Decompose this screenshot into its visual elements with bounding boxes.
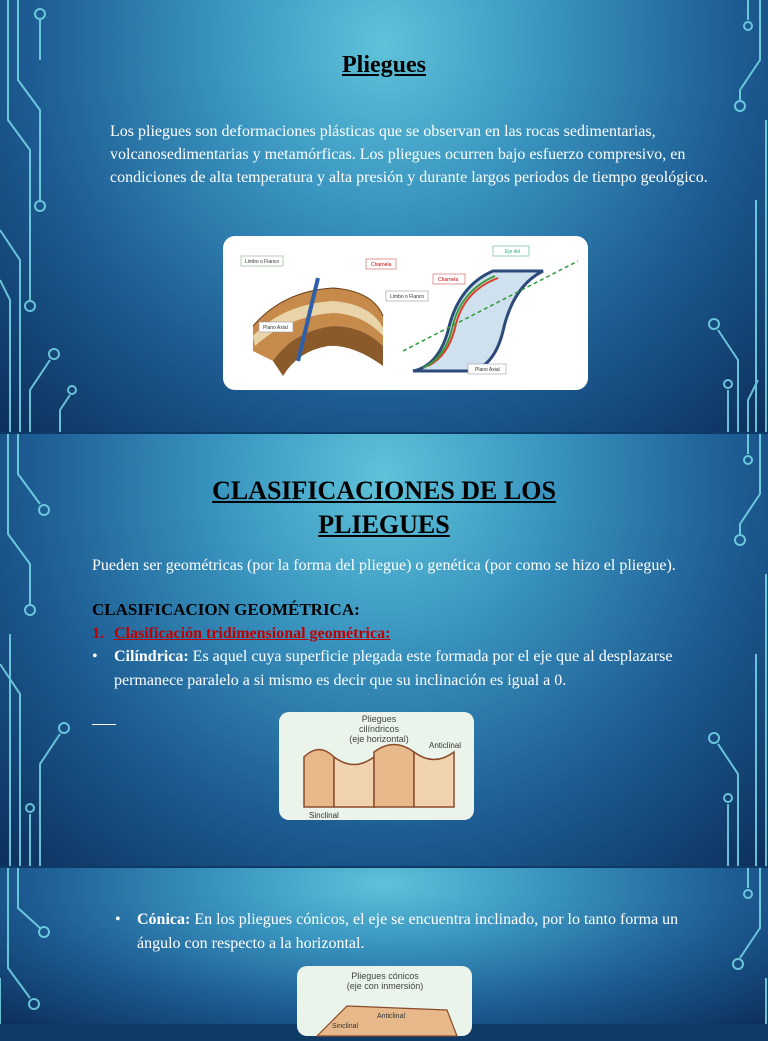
description-paragraph: Los pliegues son deformaciones plásticas que se observan en las rocas sedimentarias, volcanosedimentarias y metamórficas. Los pliegues ocurren bajo esfuerzo compresivo, en condiciones de alta temperatura y alta presión y durante largos periodos de tiempo geológico. (110, 123, 708, 186)
fig-title-3: (eje horizontal) (349, 734, 409, 744)
bullet-text: En los pliegues cónicos, el eje se encuentra inclinado, por lo tanto forma un ángulo con respecto a la horizontal. (137, 911, 679, 952)
cylindrical-fold-diagram (279, 712, 474, 820)
label-charnela-1: Charnela (371, 262, 392, 268)
dash-line (92, 724, 116, 725)
label-eje: Eje del (505, 249, 521, 255)
fold-diagram-figure (223, 236, 588, 390)
fig-anticlinal: Anticlinal (377, 1013, 406, 1020)
conical-fold-diagram (297, 966, 472, 1036)
bullet-text: Es aquel cuya superficie plegada este formada por el eje que al desplazarse permanece paralelo a si mismo es decir que su inclinación es igual a 0. (114, 648, 673, 689)
fig-sinclinal: Sinclinal (332, 1023, 359, 1030)
conical-fold-figure (297, 966, 472, 1036)
numbered-index: 1. (92, 625, 104, 642)
title-line-1: CLASIFICACIONES DE LOS (212, 476, 556, 505)
bullet-cilindrica (92, 645, 692, 693)
fig-sinclinal: Sinclinal (309, 811, 339, 820)
fig-title-1: Pliegues cónicos (351, 971, 419, 981)
numbered-text: Clasificación tridimensional geométrica: (114, 625, 391, 642)
cylindrical-fold-figure (279, 712, 474, 820)
bullet-dot: • (92, 648, 98, 665)
label-charnela-2: Charnela (438, 277, 459, 283)
fig-title-2: cilíndricos (358, 724, 400, 734)
bullet-term: Cónica: (137, 911, 191, 928)
fig-title-2: (eje con inmersión) (346, 981, 424, 991)
label-plano-axial-1: Plano Axial (263, 325, 288, 331)
bullet-term: Cilíndrica: (114, 648, 189, 665)
label-limbo-2: Limbo o Flanco (390, 294, 425, 300)
circuit-decoration-left (0, 868, 90, 1024)
slide-conica (0, 868, 768, 1030)
fold-diagram (223, 236, 588, 390)
label-plano-axial-2: Plano Axial (475, 367, 500, 373)
slide-pliegues (0, 0, 768, 432)
fig-anticlinal: Anticlinal (429, 741, 462, 750)
numbered-item (92, 625, 390, 643)
intro-paragraph: Pueden ser geométricas (por la forma del pliegue) o genética (por como se hizo el pliegue). (92, 557, 676, 574)
label-limbo-1: Limbo o Flanco (245, 259, 280, 265)
bullet-conica (115, 908, 715, 956)
slide-title (0, 474, 768, 542)
geometric-heading: CLASIFICACION GEOMÉTRICA: (92, 600, 360, 619)
bullet-dot: • (115, 911, 121, 928)
slide-clasificaciones (0, 434, 768, 866)
slide-title: Pliegues (342, 52, 426, 78)
fig-title-1: Pliegues (361, 714, 397, 724)
title-line-2: PLIEGUES (318, 510, 450, 539)
